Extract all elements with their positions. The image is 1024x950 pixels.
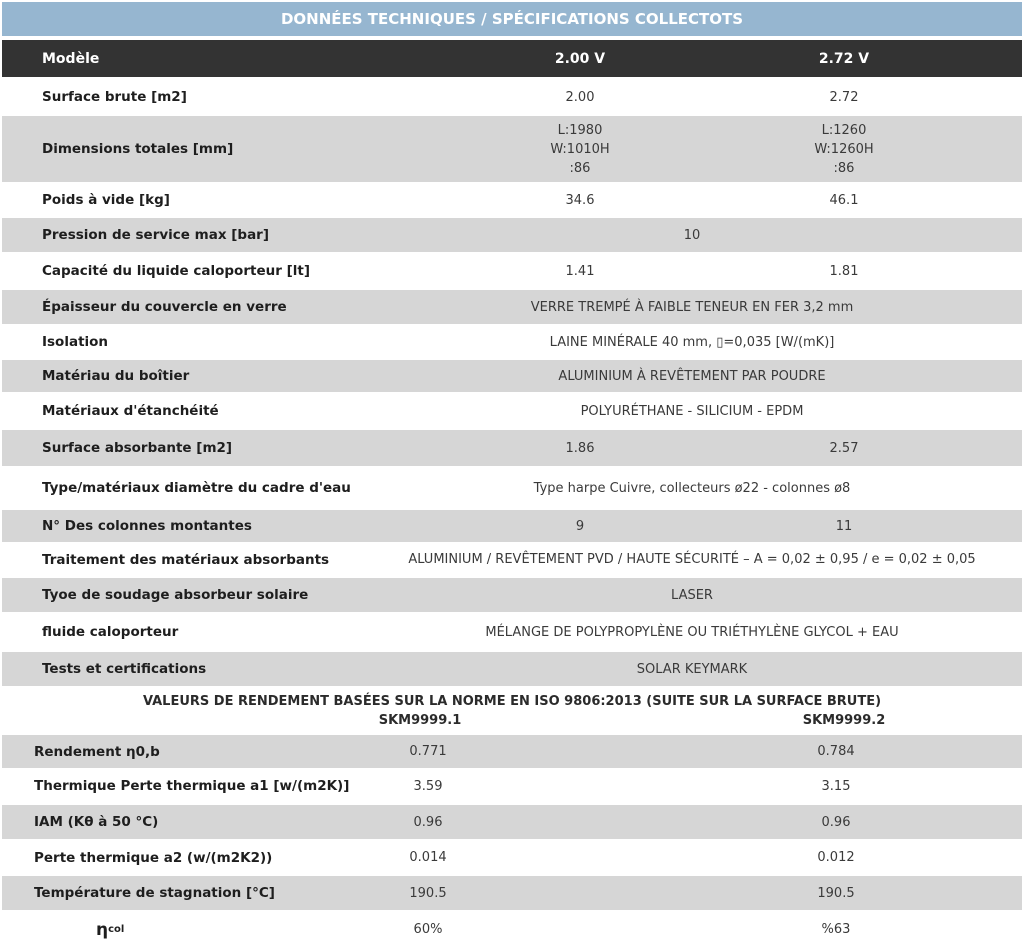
spec-label: Traitement des matériaux absorbants bbox=[42, 551, 330, 568]
spec-row bbox=[2, 614, 1022, 650]
spec-value-2: 46.1 bbox=[829, 192, 859, 208]
spec-label: Pression de service max [bar] bbox=[42, 227, 270, 243]
spec-label: fluide caloporteur bbox=[42, 624, 179, 640]
performance-col-2: SKM9999.2 bbox=[802, 713, 886, 728]
eta-col-row bbox=[2, 912, 1022, 947]
header-col-1: 2.00 V bbox=[554, 50, 606, 67]
spec-row bbox=[2, 394, 1022, 428]
spec-label: Type/matériaux diamètre du cadre d'eau bbox=[42, 480, 351, 496]
spec-label: Tests et certifications bbox=[42, 661, 207, 677]
performance-value-1: 190.5 bbox=[409, 885, 447, 901]
spec-value-span: Type harpe Cuivre, collecteurs ø22 - colonnes ø8 bbox=[533, 480, 851, 496]
spec-value-span: ALUMINIUM / REVÊTEMENT PVD / HAUTE SÉCURITÉ – A = 0,02 ± 0,95 / e = 0,02 ± 0,05 bbox=[408, 552, 976, 567]
performance-row bbox=[2, 769, 1022, 803]
eta-col-label bbox=[96, 912, 124, 947]
spec-label: Matériau du boîtier bbox=[42, 368, 190, 384]
spec-value-2: 2.72 bbox=[829, 89, 859, 105]
eta-symbol: η bbox=[96, 919, 109, 940]
eta-subscript: col bbox=[108, 924, 125, 935]
spec-value-span: MÉLANGE DE POLYPROPYLÈNE OU TRIÉTHYLÈNE GLYCOL + EAU bbox=[485, 624, 899, 640]
spec-value-line: L:1980 bbox=[557, 122, 603, 138]
performance-label: Rendement η0,b bbox=[34, 743, 160, 760]
header-col-2: 2.72 V bbox=[818, 50, 870, 67]
spec-row bbox=[2, 543, 1022, 576]
spec-value-span: 10 bbox=[683, 227, 701, 243]
spec-row bbox=[2, 290, 1022, 324]
performance-label: Température de stagnation [°C] bbox=[34, 885, 275, 901]
spec-label: N° Des colonnes montantes bbox=[42, 518, 252, 534]
spec-value-1: 9 bbox=[575, 518, 585, 534]
performance-section-title: VALEURS DE RENDEMENT BASÉES SUR LA NORME EN ISO 9806:2013 (SUITE SUR LA SURFACE BRUTE) bbox=[142, 694, 882, 709]
spec-row bbox=[2, 468, 1022, 508]
spec-label: Surface absorbante [m2] bbox=[42, 440, 233, 456]
performance-row bbox=[2, 735, 1022, 768]
spec-row bbox=[2, 116, 1022, 182]
spec-label: Tyoe de soudage absorbeur solaire bbox=[42, 587, 309, 603]
performance-label: IAM (Kθ à 50 °C) bbox=[34, 814, 159, 830]
spec-value-1 bbox=[480, 116, 680, 182]
spec-row bbox=[2, 218, 1022, 252]
spec-value-line: :86 bbox=[569, 160, 591, 176]
spec-row bbox=[2, 652, 1022, 686]
spec-row bbox=[2, 254, 1022, 288]
spec-label: Isolation bbox=[42, 334, 109, 350]
spec-label: Épaisseur du couvercle en verre bbox=[42, 299, 287, 315]
performance-section-header bbox=[2, 688, 1022, 732]
performance-value-1: 0.96 bbox=[413, 814, 443, 830]
spec-value-1: 1.86 bbox=[565, 440, 595, 456]
spec-value-span: VERRE TREMPÉ À FAIBLE TENEUR EN FER 3,2 mm bbox=[530, 299, 854, 315]
header-model-label: Modèle bbox=[42, 50, 100, 67]
spec-value-line: :86 bbox=[833, 160, 855, 176]
spec-label: Surface brute [m2] bbox=[42, 89, 187, 105]
spec-value-1: 2.00 bbox=[565, 89, 595, 105]
spec-label: Capacité du liquide caloporteur [lt] bbox=[42, 263, 310, 279]
spec-value-1: 34.6 bbox=[565, 192, 595, 208]
spec-value-span: LAINE MINÉRALE 40 mm, ▯=0,035 [W/(mK)] bbox=[549, 334, 835, 350]
performance-label: Thermique Perte thermique a1 [w/(m2K)] bbox=[34, 778, 350, 794]
performance-value-2: 0.96 bbox=[821, 814, 851, 830]
spec-value-line: W:1260H bbox=[814, 141, 874, 157]
performance-value-2: 0.784 bbox=[817, 744, 855, 759]
performance-value-1: 0.014 bbox=[409, 850, 447, 865]
performance-value-1: 3.59 bbox=[413, 778, 443, 794]
eta-col-value-1: 60% bbox=[413, 922, 443, 937]
spec-row bbox=[2, 184, 1022, 216]
spec-value-span: LASER bbox=[671, 587, 713, 603]
spec-value-span: POLYURÉTHANE - SILICIUM - EPDM bbox=[580, 403, 804, 419]
performance-row bbox=[2, 841, 1022, 874]
performance-value-2: 190.5 bbox=[817, 885, 855, 901]
spec-label: Dimensions totales [mm] bbox=[42, 141, 234, 157]
performance-value-2: 3.15 bbox=[821, 778, 851, 794]
performance-label: Perte thermique a2 (w/(m2K2)) bbox=[34, 849, 273, 866]
spec-row bbox=[2, 80, 1022, 114]
performance-value-2: 0.012 bbox=[817, 850, 855, 865]
performance-value-1: 0.771 bbox=[409, 744, 447, 759]
spec-value-2: 1.81 bbox=[829, 263, 859, 279]
spec-row bbox=[2, 326, 1022, 358]
spec-label: Matériaux d'étanchéité bbox=[42, 403, 219, 419]
spec-value-span: ALUMINIUM À REVÊTEMENT PAR POUDRE bbox=[558, 368, 826, 384]
spec-value-line: L:1260 bbox=[821, 122, 867, 138]
spec-value-span: SOLAR KEYMARK bbox=[636, 661, 748, 677]
performance-row bbox=[2, 805, 1022, 839]
spec-row bbox=[2, 430, 1022, 466]
header-row bbox=[2, 40, 1022, 77]
spec-row bbox=[2, 578, 1022, 612]
spec-row bbox=[2, 360, 1022, 392]
performance-col-1: SKM9999.1 bbox=[378, 713, 462, 728]
spec-value-2: 11 bbox=[835, 518, 853, 534]
spec-value-2 bbox=[744, 116, 944, 182]
spec-value-line: W:1010H bbox=[550, 141, 610, 157]
table-title: DONNÉES TECHNIQUES / SPÉCIFICATIONS COLLECTOTS bbox=[2, 2, 1022, 36]
spec-value-2: 2.57 bbox=[829, 440, 859, 456]
spec-row bbox=[2, 510, 1022, 542]
spec-value-1: 1.41 bbox=[565, 263, 595, 279]
spec-label: Poids à vide [kg] bbox=[42, 192, 170, 208]
performance-row bbox=[2, 876, 1022, 910]
eta-col-value-2: %63 bbox=[821, 922, 851, 937]
